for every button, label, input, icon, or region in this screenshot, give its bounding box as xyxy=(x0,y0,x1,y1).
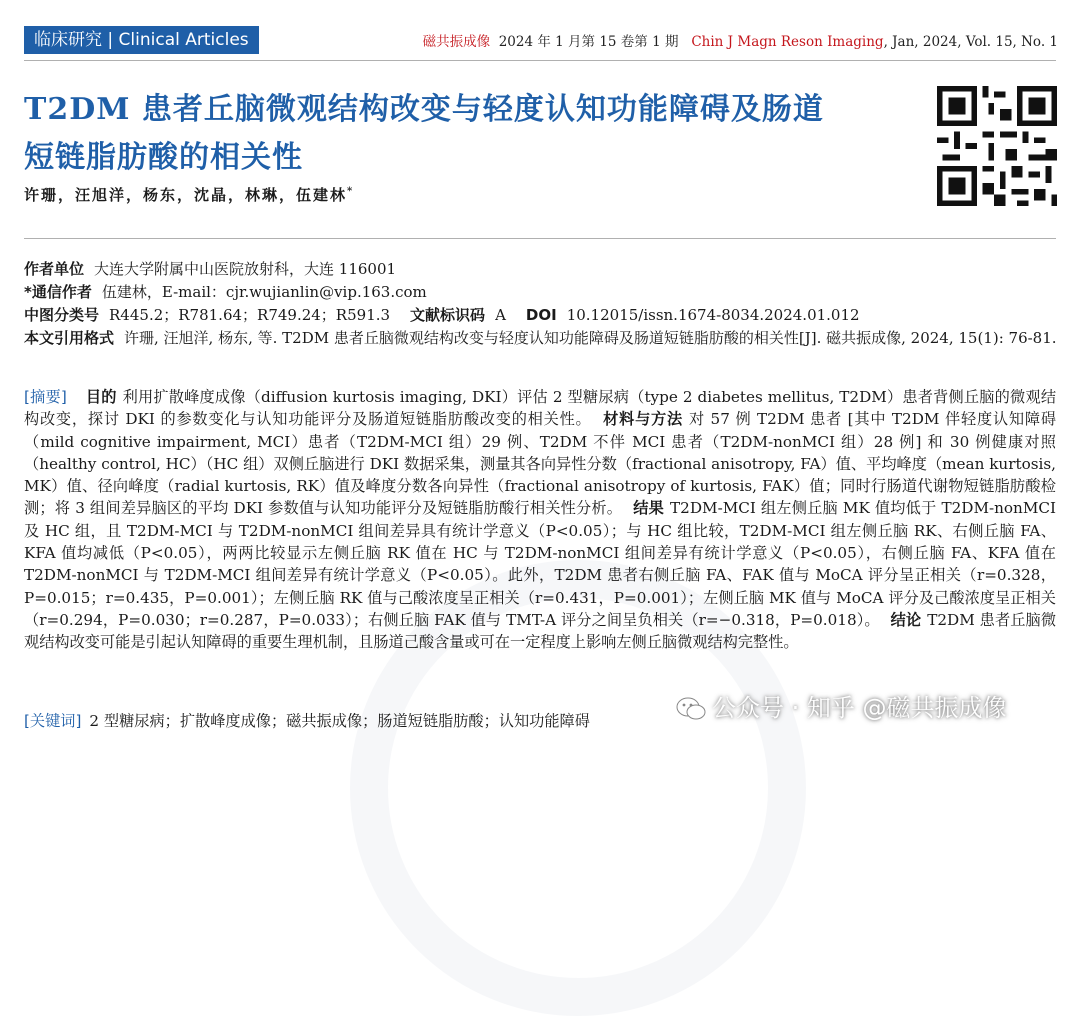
conclusion-label: 结论 xyxy=(890,610,922,629)
author-list xyxy=(24,184,354,205)
clc-value: R445.2；R781.64；R749.24；R591.3 xyxy=(109,306,391,324)
journal-info xyxy=(423,30,1058,50)
article-title: T2DM 患者丘脑微观结构改变与轻度认知功能障碍及肠道短链脂肪酸的相关性 xyxy=(24,92,824,175)
corresponding-mark: * xyxy=(347,186,355,197)
keywords-row xyxy=(24,710,590,731)
keywords-tag: [关键词] xyxy=(24,712,82,730)
corresponding-value: 伍建林，E-mail：cjr.wujianlin@vip.163.com xyxy=(101,283,427,301)
results-label: 结果 xyxy=(633,499,665,518)
journal-name-cn: 磁共振成像 xyxy=(422,34,491,50)
doc-code-label: 文献标识码 xyxy=(410,306,486,324)
corresponding-row xyxy=(24,281,1064,304)
objective-text: 利用扩散峰度成像（diffusion kurtosis imaging, DKI）评估 2 型糖尿病（type 2 diabetes mellitus, T2DM）患者背侧丘脑的微观结构改变，探讨 DKI 的参数变化与认知功能评分及肠道短链脂肪酸改变的相关性。 xyxy=(24,388,1057,429)
citation-row xyxy=(24,327,1064,350)
abstract-body xyxy=(24,386,1056,654)
keywords-text: 2 型糖尿病；扩散峰度成像；磁共振成像；肠道短链脂肪酸；认知功能障碍 xyxy=(89,712,590,730)
affiliation-value: 大连大学附属中山医院放射科，大连 116001 xyxy=(94,260,397,278)
conclusion-text: T2DM 患者丘脑微观结构改变可能是引起认知障碍的重要生理机制，且肠道己酸含量或可在一定程度上影响左侧丘脑微观结构完整性。 xyxy=(24,610,1057,652)
affiliation-row xyxy=(24,258,1064,281)
doi-value[interactable]: 10.12015/issn.1674-8034.2024.01.012 xyxy=(566,306,860,324)
objective-label: 目的 xyxy=(85,388,117,406)
results-text: T2DM-MCI 组左侧丘脑 MK 值均低于 T2DM-nonMCI 及 HC 组，且 T2DM-MCI 与 T2DM-nonMCI 组间差异具有统计学意义（P<0.05）；与 HC 组比较，T2DM-MCI 组左侧丘脑 RK、右侧丘脑 FA、KFA 值均减低（P<0.05），两两比较显示左侧丘脑 RK 值在 HC 与 T2DM-nonMCI 组间差异有统计学意义（P<0.05），右侧丘脑 FA、KFA 值在 T2DM-nonMCI 与 T2DM-MCI 组间差异有统计学意义（P<0.05）。此外，T2DM 患者右侧丘脑 FA、FAK 值与 MoCA 评分呈正相关（r=0.328，P=0.015；r=0.435，P=0.001）；左侧丘脑 RK 值与己酸浓度呈正相关（r=0.431，P=0.001）；左侧丘脑 MK 值与 MoCA 评分及己酸浓度呈正相关（r=0.294，P=0.030；r=0.287，P=0.033）；右侧丘脑 FAK 值与 TMT-A 评分之间呈负相关（r=−0.318，P=0.018）。 xyxy=(24,499,1057,629)
issue-en: , Jan, 2024, Vol. 15, No. 1 xyxy=(883,34,1058,50)
citation-value: 许珊, 汪旭洋, 杨东, 等. T2DM 患者丘脑微观结构改变与轻度认知功能障碍及肠道短链脂肪酸的相关性[J]. 磁共振成像, 2024, 15(1): 76-81. xyxy=(124,329,1057,347)
abstract-tag: [摘要] xyxy=(24,388,67,406)
affiliation-label: 作者单位 xyxy=(24,260,85,278)
wechat-icon xyxy=(676,696,706,722)
article-meta xyxy=(24,258,1064,350)
header-divider xyxy=(24,60,1056,61)
watermark-text: 公众号 · 知乎 @磁共振成像 xyxy=(712,694,1007,722)
issue-cn: 2024 年 1 月第 15 卷第 1 期 xyxy=(498,34,679,50)
watermark xyxy=(676,688,1007,723)
doi-label: DOI xyxy=(525,306,557,324)
qr-code-icon[interactable] xyxy=(937,86,1057,206)
section-label: 临床研究 | Clinical Articles xyxy=(24,26,259,54)
methods-text: 对 57 例 T2DM 患者 [其中 T2DM 伴轻度认知障碍（mild cognitive impairment, MCI）患者（T2DM-MCI 组）29 例、T2DM 不伴 MCI 患者（T2DM-nonMCI 组）28 例] 和 30 例健康对照（healthy control, HC）（HC 组）双侧丘脑进行 DKI 数据采集，测量其各向异性分数（fractional anisotropy, FA）值、平均峰度（mean kurtosis, MK）值、径向峰度（radial kurtosis, RK）值及峰度分数各向异性（fractional anisotropy of kurtosis, FAK）值；同时行肠道代谢物短链脂肪酸检测；将 3 组间差异脑区的平均 DKI 参数值与认知功能评分及短链脂肪酸行相关性分析。 xyxy=(24,410,1057,518)
authors-text: 许珊，汪旭洋，杨东，沈晶，林琳，伍建林 xyxy=(24,186,348,204)
classification-row xyxy=(24,304,1064,327)
corresponding-label: *通信作者 xyxy=(24,283,92,301)
journal-name-en: Chin J Magn Reson Imaging xyxy=(691,34,884,50)
doc-code-value: A xyxy=(495,306,506,324)
title-divider xyxy=(24,238,1056,239)
clc-label: 中图分类号 xyxy=(24,306,100,324)
methods-label: 材料与方法 xyxy=(603,410,683,429)
citation-label: 本文引用格式 xyxy=(24,329,115,347)
